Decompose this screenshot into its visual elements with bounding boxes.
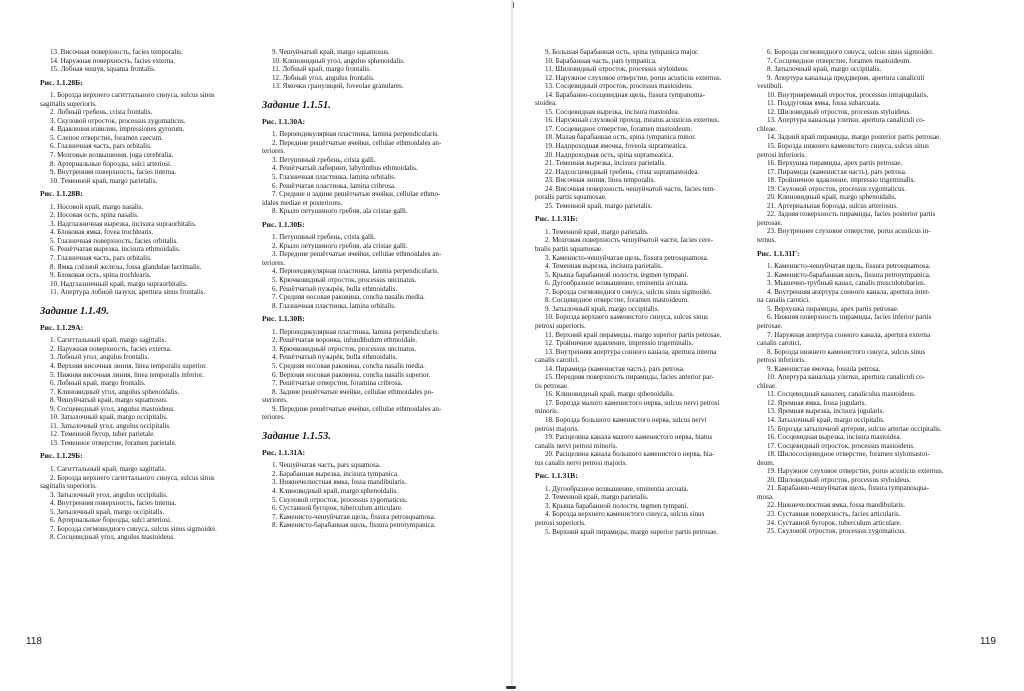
list-item: 6. Лобный край, margo frontalis.	[50, 379, 146, 388]
list-item-continuation: canalis carotici.	[757, 339, 802, 348]
list-item: 11. Шиловидный отросток, processus styloideus.	[545, 65, 689, 74]
list-item: 13. Теменное отверстие, foramen parietale.	[50, 438, 177, 447]
list-item: 18. Малая барабанная ость, spina tympanica minor.	[545, 133, 697, 142]
list-item: 14. Затылочный край, margo occipitalis.	[767, 415, 885, 424]
list-item: 2. Наружная поверхность, facies externa.	[50, 344, 172, 353]
list-item: 21. Теменная вырезка, incisura parietalis.	[545, 159, 667, 168]
list-item-continuation: teriores.	[262, 258, 286, 267]
list-item: 17. Борозда малого каменистого нерва, sulcus nervi petrosi	[545, 398, 720, 407]
list-item: 4. Блоковая ямка, fovea trochlearis.	[50, 228, 154, 237]
list-item: 4. Верхняя височная линия, linea temporalis superior.	[50, 361, 208, 370]
list-item-continuation: teriores.	[262, 147, 286, 156]
list-item: 3. Нижнечелюстная ямка, fossa mandibularis.	[272, 478, 407, 487]
list-item: 6. Решётчатый пузырёк, bulla ethmoidalis.	[272, 284, 398, 293]
list-item: 16. Клиновидный край, margo sphenoidalis.	[545, 390, 675, 399]
list-item: 1. Сагиттальный край, margo sagittalis.	[50, 464, 167, 473]
list-item: 4. Борозда верхнего каменистого синуса, sulcus sinus	[545, 510, 705, 519]
list-item: 12. Шиловидный отросток, processus styloideus.	[767, 107, 912, 116]
list-item: 16. Наружный слуховой проход, meatus acusticus externus.	[545, 116, 720, 125]
figure-heading: Рис. 1.1.29А:	[40, 322, 84, 332]
list-item: 21. Барабанно-чешуйчатая щель, fissura tympanosqua-	[767, 484, 930, 493]
list-item: 6. Верхняя носовая раковина, concha nasalis superior.	[272, 370, 431, 379]
list-item: 17. Сосцевидный отросток, processus mastoideus.	[767, 441, 915, 450]
binding-mark-bottom	[506, 686, 516, 689]
list-item: 23. Височная линия, linea temporalis.	[545, 176, 656, 185]
list-item: 8. Затылочный край, margo occipitalis.	[767, 65, 882, 74]
list-item-continuation: bralis partis squamosae.	[535, 245, 603, 254]
list-item: 7. Клиновидный угол, angulus sphenoidalis.	[50, 387, 180, 396]
list-item: 12. Тройничное вдавление, impressio trigeminalis.	[545, 339, 694, 348]
list-item-continuation: petrosi superioris.	[535, 321, 586, 330]
list-item: 8. Борозда нижнего каменистого синуса, sulcus sinus	[767, 347, 926, 356]
list-item: 13. Яремная вырезка, incisura jugularis.	[767, 407, 885, 416]
figure-heading: Рис. 1.1.28В:	[40, 189, 83, 199]
list-item: 14. Барабанно-сосцевидная щель, fissura tympanomа-	[545, 90, 705, 99]
list-item: 8. Крыло петушиного гребня, ala cristae galli.	[272, 207, 408, 216]
list-item: 5. Глазничная пластинка, lamina orbitalis.	[272, 173, 396, 182]
list-item: 16. Верхушка пирамиды, apex partis petrosae.	[767, 159, 903, 168]
list-item: 2. Мозговая поверхность чешуйчатой части, facies cere-	[545, 236, 713, 245]
list-item: 8. Сосцевидный угол, angulus mastoideus.	[50, 533, 175, 542]
list-item: 5. Верхушка пирамиды, apex partis petrosae.	[767, 304, 899, 313]
list-item: 22. Задняя поверхность пирамиды, facies posterior partis	[767, 210, 936, 219]
figure-heading: Рис. 1.1.31Г:	[757, 248, 800, 258]
list-item: 5. Скуловой отросток, processus zygomaticus.	[272, 495, 408, 504]
left-page-column-1	[40, 48, 272, 542]
list-item-continuation: canalis nervi petrosi minoris.	[535, 441, 618, 450]
list-item: 2. Лобный гребень, crista frontalis.	[50, 108, 153, 117]
list-item: 6. Дугообразное возвышение, eminentia arcuata.	[545, 279, 689, 288]
list-item: 16. Сосцевидная вырезка, incisura mastoidea.	[767, 433, 902, 442]
list-item: 15. Лобная чешуя, squama frontalis.	[50, 65, 156, 74]
list-item: 13. Височная поверхность, facies temporalis.	[50, 48, 183, 56]
list-item: 10. Апертура канальца улитки, apertura canaliculi co-	[767, 373, 926, 382]
list-item: 5. Средняя носовая раковина, concha nasalis media.	[272, 361, 425, 370]
list-item: 5. Затылочный край, margo occipitalis.	[50, 507, 165, 516]
list-item: 19. Расщелина канала малого каменистого нерва, hiatus	[545, 433, 713, 442]
list-item: 17. Пирамида (каменистая часть), pars petrosa.	[767, 167, 907, 176]
list-item: 7. Борозда сигмовидного синуса, sulcus sinus sigmoidei.	[545, 287, 712, 296]
list-item: 9. Передние решётчатые ячейки, cellulae ethmoidales an-	[272, 404, 442, 413]
list-item: 10. Затылочный край, margo occipitalis.	[50, 413, 168, 422]
list-item: 3. Затылочный угол, angulus occipitalis.	[50, 490, 168, 499]
list-item: 14. Наружная поверхность, facies externa.	[50, 56, 176, 65]
list-item: 9. Каменистая ямочка, fossula petrosa.	[767, 364, 881, 373]
list-item: 5. Крыша барабанной полости, tegmen tympani.	[545, 270, 689, 279]
figure-heading: Рис. 1.1.31А:	[262, 447, 306, 457]
list-item: 11. Сосцевидный каналец, canaliculus mastoideus.	[767, 390, 916, 399]
list-item: 19. Скуловой отросток, processus zygomaticus.	[767, 184, 907, 193]
list-item: 1. Чешуйчатая часть, pars squamosa.	[272, 461, 381, 470]
list-item: 4. Решётчатый лабиринт, labyrinthus ethmoidalis.	[272, 164, 418, 173]
list-item: 18. Борозда большого каменистого нерва, sulcus nervi	[545, 415, 707, 424]
list-item: 2. Барабанная вырезка, incisura tympanica.	[272, 469, 399, 478]
list-item: 4. Клиновидный край, margo sphenoidalis.	[272, 486, 398, 495]
list-item: 3. Скуловой отросток, processus zygomaticus.	[50, 116, 186, 125]
list-item-continuation: canalis carotici.	[535, 356, 580, 365]
list-item: 5. Глазничная поверхность, facies orbitalis.	[50, 236, 179, 245]
list-item: 17. Сосцевидное отверстие, foramen mastoideum.	[545, 124, 693, 133]
list-item-continuation: petrosae.	[757, 321, 783, 330]
list-item: 7. Каменисто-чешуйчатая щель, fissura petrosquamosa.	[272, 512, 436, 521]
list-item: 9. Блоковая ость, spina trochlearis.	[50, 271, 152, 280]
list-item: 7. Мозговые возвышения, juga cerebralia.	[50, 151, 174, 160]
list-item: 2. Каменисто-барабанная щель, fissura petrotympanica.	[767, 270, 931, 279]
list-item: 7. Средняя носовая раковина, concha nasalis media.	[272, 293, 425, 302]
list-item: 8. Сосцевидное отверстие, foramen mastoideum.	[545, 296, 689, 305]
binding-mark-top	[513, 2, 514, 8]
list-item: 15. Сосцевидная вырезка, incisura mastoidea.	[545, 107, 680, 116]
list-item: 6. Артериальные борозды, sulci arteriosi.	[50, 516, 172, 525]
list-item-continuation: petrosi inferioris.	[757, 150, 806, 159]
list-item: 8. Задние решётчатые ячейки, cellulae ethmoidales po-	[272, 387, 434, 396]
list-item: 22. Надсосцевидный гребень, crista supramastoidea.	[545, 167, 700, 176]
figure-heading: Рис. 1.1.29Б:	[40, 451, 83, 461]
list-item: 1. Носовой край, margo nasalis.	[50, 202, 144, 211]
list-item: 21. Артериальная борозда, sulcus arteriosus.	[767, 201, 898, 210]
list-item: 3. Петушиный гребень, crista galli.	[272, 155, 376, 164]
left-page-column-2	[262, 48, 498, 530]
list-item: 11. Апертура лобной пазухи, apertura sinus frontalis.	[50, 288, 206, 297]
list-item: 4. Теменная вырезка, incisura parietalis.	[545, 262, 663, 271]
list-item: 7. Решётчатые отверстия, foramina cribrosa.	[272, 379, 403, 388]
list-item: 4. Внутренняя апертура сонного канала, apertura inter-	[767, 287, 931, 296]
list-item: 12. Лобный угол, angulus frontalis.	[272, 73, 375, 82]
right-page-column-2	[757, 48, 995, 536]
list-item: 3. Передние решётчатые ячейки, cellulae ethmoidales an-	[272, 250, 442, 259]
list-item: 12. Наружное слуховое отверстие, porus acusticus externus.	[545, 73, 722, 82]
list-item: 1. Сагиттальный край, margo sagittalis.	[50, 336, 167, 345]
list-item: 10. Клиновидный угол, angulus sphenoidalis.	[272, 56, 405, 65]
list-item: 6. Решётчатая вырезка, incisura ethmoidalis.	[50, 245, 181, 254]
list-item-continuation: mosa.	[757, 492, 774, 501]
list-item: 15. Передняя поверхность пирамиды, facies anterior par-	[545, 373, 714, 382]
list-item: 7. Наружная апертура сонного канала, apertura externa	[767, 330, 931, 339]
list-item: 9. Затылочный край, margo occipitalis.	[545, 304, 660, 313]
list-item: 3. Каменисто-чешуйчатая щель, fissura petrosquamosa.	[545, 253, 709, 262]
list-item-continuation: minoris.	[535, 407, 559, 416]
list-item: 20. Шиловидный отросток, processus styloideus.	[767, 475, 912, 484]
list-item: 22. Нижнечелюстная ямка, fossa mandibularis.	[767, 501, 905, 510]
list-item: 6. Суставной бугорок, tuberculum articulare.	[272, 504, 403, 513]
list-item: 3. Крыша барабанной полости, tegmen tympani.	[545, 501, 689, 510]
list-item: 24. Височная поверхность чешуйчатой части, facies tem-	[545, 184, 716, 193]
list-item: 10. Борозда верхнего каменистого синуса, sulcus sinus	[545, 313, 708, 322]
list-item-continuation: steriores.	[262, 396, 288, 405]
list-item-continuation: na canalis carotici.	[757, 296, 810, 305]
list-item: 9. Чешуйчатый край, margo squamosus.	[272, 48, 390, 56]
list-item: 9. Внутренняя поверхность, facies interna.	[50, 168, 177, 177]
page-number-left: 118	[26, 636, 42, 647]
list-item: 10. Теменной край, margo parietalis.	[50, 176, 158, 185]
list-item-continuation: petrosi inferioris.	[757, 356, 806, 365]
list-item: 20. Расщелина канала большого каменистого нерва, hia-	[545, 450, 715, 459]
list-item-continuation: idales mediae et posteriores.	[262, 198, 343, 207]
list-item-continuation: petrosae.	[757, 218, 783, 227]
list-item: 6. Нижняя поверхность пирамиды, facies inferior partis	[767, 313, 932, 322]
list-item: 13. Ямочки грануляций, foveolae granulares.	[272, 82, 404, 91]
list-item: 8. Глазничная пластинка, lamina orbitalis.	[272, 301, 396, 310]
list-item: 3. Крючковидный отросток, processus uncinatus.	[272, 344, 417, 353]
list-item-continuation: petrosi majoris.	[535, 424, 580, 433]
list-item: 2. Носовая ость, spina nasalis.	[50, 211, 139, 220]
list-item-continuation: deum.	[757, 458, 775, 467]
list-item: 12. Яремная ямка, fossa jugularis.	[767, 398, 867, 407]
list-item: 1. Борозда верхнего сагиттального синуса, sulcus sinus	[50, 91, 215, 100]
page-number-right: 119	[980, 636, 996, 647]
list-item: 7. Средние и задние решётчатые ячейки, cellulae ethmo-	[272, 190, 441, 199]
task-heading: Задание 1.1.49.	[40, 305, 109, 317]
list-item-continuation: chleae.	[757, 381, 777, 390]
list-item: 2. Борозда верхнего сагиттального синуса, sulcus sinus	[50, 473, 215, 482]
list-item: 9. Сосцевидный угол, angulus mastoideus.	[50, 404, 175, 413]
figure-heading: Рис. 1.1.30Б:	[262, 219, 305, 229]
list-item: 2. Решётчатая воронка, infundibulum ethmoidale.	[272, 336, 418, 345]
list-item: 1. Дугообразное возвышение, eminentia arcuata.	[545, 484, 689, 493]
list-item: 18. Шилососцевидное отверстие, foramen stylomastoi-	[767, 450, 930, 459]
list-item: 1. Теменной край, margo parietalis.	[545, 227, 649, 236]
list-item: 14. Пирамида (каменистая часть), pars petrosa.	[545, 364, 685, 373]
list-item-continuation: teriores.	[262, 413, 286, 422]
list-item: 8. Каменисто-барабанная щель, fissura petrotympanica.	[272, 521, 436, 530]
list-item: 10. Надглазничный край, margo supraorbitalis.	[50, 279, 188, 288]
list-item: 6. Решётчатая пластинка, lamina cribrosa.	[272, 181, 396, 190]
list-item: 24. Суставной бугорок, tuberculum articulare.	[767, 518, 902, 527]
list-item: 20. Надпроходная ость, spina suprameatica.	[545, 150, 674, 159]
figure-heading: Рис. 1.1.30В:	[262, 314, 305, 324]
list-item-continuation: chleae.	[757, 124, 777, 133]
list-item: 5. Крючковидный отросток, processus uncinatus.	[272, 276, 417, 285]
list-item: 7. Глазничная часть, pars orbitalis.	[50, 254, 152, 263]
list-item: 4. Внутренняя поверхность, facies interna.	[50, 499, 177, 508]
list-item: 1. Петушиный гребень, crista galli.	[272, 233, 376, 242]
list-item: 5. Слепое отверстие, foramen caecum.	[50, 133, 164, 142]
list-item: 4. Перпендикулярная пластинка, lamina perpendicularis.	[272, 267, 439, 276]
list-item: 10. Внутрияремный отросток, processus intrajugularis.	[767, 90, 929, 99]
list-item: 6. Борозда сигмовидного синуса, sulcus sinus sigmoidei.	[767, 48, 934, 56]
list-item: 4. Вдавления извилин, impressiones gyrorum.	[50, 125, 185, 134]
task-heading: Задание 1.1.51.	[262, 99, 331, 111]
list-item: 11. Поддуговая ямка, fossa subarcuata.	[767, 99, 881, 108]
list-item: 14. Задний край пирамиды, margo posterior partis petrosae.	[767, 133, 942, 142]
list-item: 13. Сосцевидный отросток, processus mastoideus.	[545, 82, 693, 91]
list-item: 23. Внутреннее слуховое отверстие, porus acusticus in-	[767, 227, 931, 236]
list-item: 11. Затылочный угол, angulus occipitalis.	[50, 421, 171, 430]
right-page-column-1	[535, 48, 767, 536]
figure-heading: Рис. 1.1.28Б:	[40, 77, 83, 87]
list-item: 2. Крыло петушиного гребня, ala cristae galli.	[272, 241, 408, 250]
list-item: 1. Перпендикулярная пластинка, lamina perpendicularis.	[272, 327, 439, 336]
list-item: 8. Артериальные борозды, sulci arteriosi.	[50, 159, 172, 168]
list-item: 1. Каменисто-чешуйчатая щель, fissura petrosquamosa.	[767, 262, 931, 271]
list-item: 25. Скуловой отросток, processus zygomaticus.	[767, 527, 907, 536]
list-item-continuation: vestibuli.	[757, 82, 784, 91]
list-item: 13. Апертура канальца улитки, apertura canaliculi co-	[767, 116, 926, 125]
list-item: 12. Теменной бугор, tuber parietale.	[50, 430, 155, 439]
list-item: 8. Ямка слёзной железы, fossa glandulae lacrimalis.	[50, 262, 202, 271]
list-item: 25. Теменной край, margo parietalis.	[545, 201, 653, 210]
list-item-continuation: tus canalis nervi petrosi majoris.	[535, 458, 628, 467]
list-item: 18. Тройничное вдавление, impressio trigeminalis.	[767, 176, 916, 185]
figure-heading: Рис. 1.1.30А:	[262, 116, 306, 126]
list-item: 13. Внутренняя апертура сонного канала, apertura interna	[545, 347, 717, 356]
list-item: 8. Чешуйчатый край, margo squamosus.	[50, 396, 168, 405]
list-item: 23. Суставная поверхность, facies articularis.	[767, 509, 901, 518]
list-item: 4. Решётчатый пузырёк, bulla ethmoidalis.	[272, 353, 398, 362]
list-item-continuation: ternus.	[757, 236, 777, 245]
list-item: 5. Нижняя височная линия, linea temporalis inferior.	[50, 370, 204, 379]
list-item: 11. Верхний край пирамиды, margo superior partis petrosae.	[545, 330, 722, 339]
list-item-continuation: stoidea.	[535, 99, 557, 108]
list-item: 2. Передние решётчатые ячейки, cellulae ethmoidales an-	[272, 138, 442, 147]
list-item: 20. Клиновидный край, margo sphenoidalis.	[767, 193, 897, 202]
list-item: 6. Глазничная часть, pars orbitalis.	[50, 142, 152, 151]
list-item: 7. Борозда сигмовидного синуса, sulcus sinus sigmoidei.	[50, 524, 217, 533]
list-item-continuation: petrosi superioris.	[535, 518, 586, 527]
list-item: 3. Лобный угол, angulus frontalis.	[50, 353, 150, 362]
list-item: 2. Теменной край, margo parietalis.	[545, 493, 649, 502]
list-item: 11. Лобный край, margo frontalis.	[272, 65, 371, 74]
book-gutter	[511, 0, 513, 691]
list-item: 5. Верхний край пирамиды, margo superior partis petrosae.	[545, 527, 719, 536]
list-item: 19. Наружное слуховое отверстие, porus acusticus externus.	[767, 467, 944, 476]
list-item-continuation: poralis partis squamosae.	[535, 193, 607, 202]
figure-heading: Рис. 1.1.31В:	[535, 471, 578, 481]
list-item: 15. Борозда затылочной артерии, sulcus arteriae occipitalis.	[767, 424, 942, 433]
list-item-continuation: sagittalis superioris.	[40, 482, 97, 491]
list-item: 3. Надглазничная вырезка, incisura supraorbitalis.	[50, 219, 197, 228]
list-item-continuation: sagittalis superioris.	[40, 99, 97, 108]
list-item: 9. Большая барабанная ость, spina tympanica major.	[545, 48, 699, 56]
list-item: 10. Барабанная часть, pars tympanica.	[545, 56, 657, 65]
list-item: 3. Мышечно-трубный канал, canalis musculotubarius.	[767, 279, 926, 288]
figure-heading: Рис. 1.1.31Б:	[535, 214, 578, 224]
list-item-continuation: tis petrosae.	[535, 381, 569, 390]
task-heading: Задание 1.1.53.	[262, 430, 331, 442]
list-item: 1. Перпендикулярная пластинка, lamina perpendicularis.	[272, 130, 439, 139]
list-item: 15. Борозда нижнего каменистого синуса, sulcus sinus	[767, 142, 929, 151]
list-item: 9. Апертура канальца преддверия, apertura canaliculi	[767, 73, 925, 82]
list-item: 7. Сосцевидное отверстие, foramen mastoideum.	[767, 56, 911, 65]
list-item: 19. Надпроходная ямочка, foveola suprameatica.	[545, 142, 688, 151]
